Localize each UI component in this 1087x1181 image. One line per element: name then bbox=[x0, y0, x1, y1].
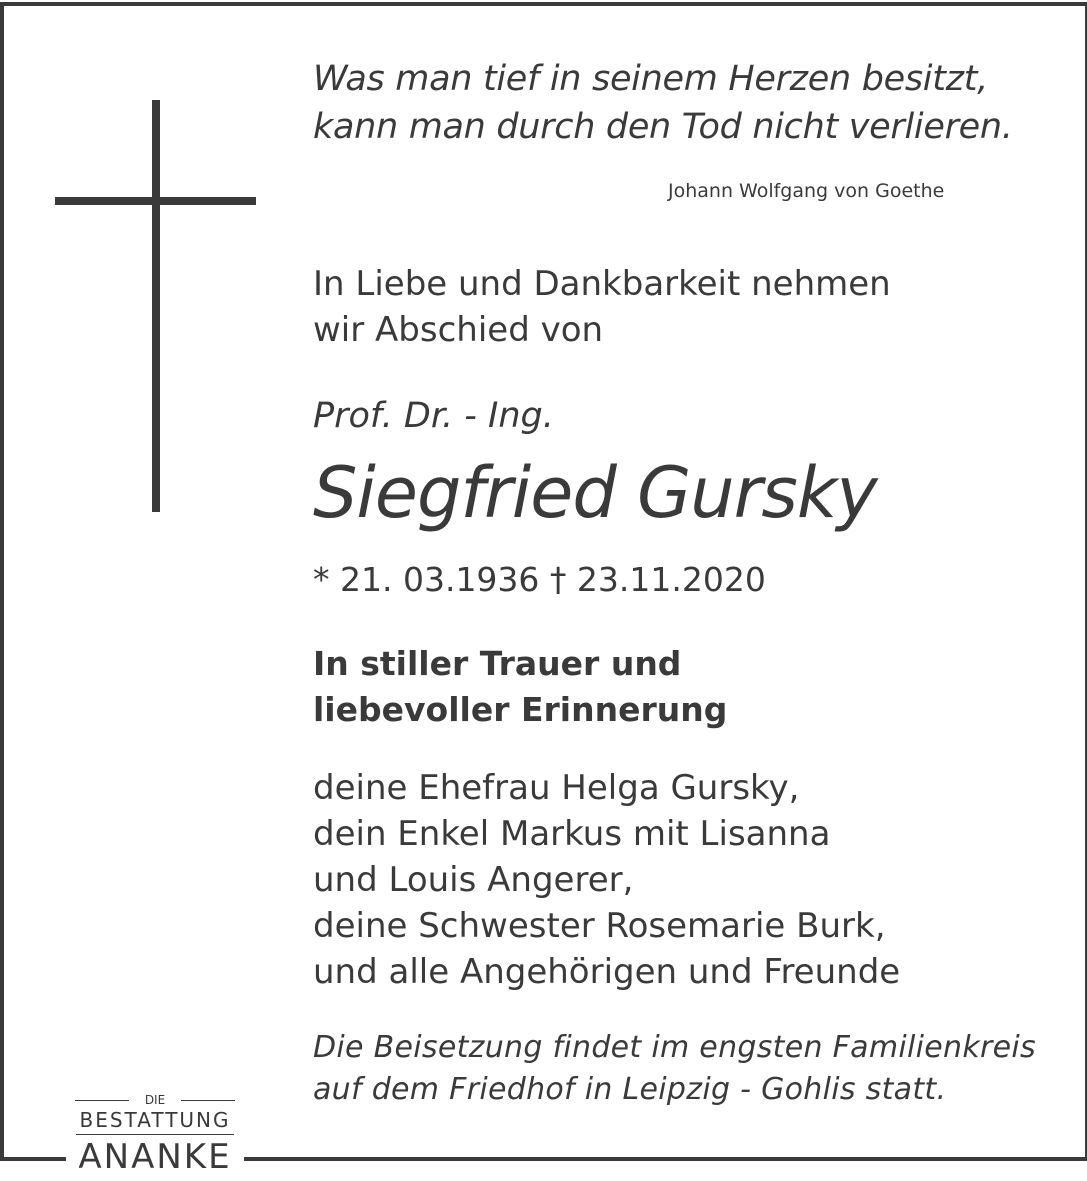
life-dates: * 21. 03.1936 † 23.11.2020 bbox=[313, 560, 766, 599]
mourners-list bbox=[313, 765, 900, 995]
mourner-line: deine Ehefrau Helga Gursky, bbox=[313, 768, 800, 808]
deceased-name: Siegfried Gursky bbox=[313, 452, 877, 534]
mourner-line: und alle Angehörigen und Freunde bbox=[313, 952, 901, 992]
intro-text bbox=[313, 261, 891, 353]
intro-line: wir Abschied von bbox=[313, 310, 604, 350]
quote-line: kann man durch den Tod nicht verlieren. bbox=[313, 107, 1013, 147]
cross-vertical-bar bbox=[152, 100, 160, 512]
logo-divider bbox=[76, 1134, 234, 1135]
logo-middle-text: BESTATTUNG bbox=[79, 1108, 231, 1132]
academic-titles: Prof. Dr. - Ing. bbox=[313, 396, 554, 436]
funeral-line: Die Beisetzung findet im engsten Familienkreis bbox=[313, 1030, 1036, 1065]
logo-large-text: ANANKE bbox=[78, 1137, 232, 1177]
mourner-line: und Louis Angerer, bbox=[313, 860, 634, 900]
mourner-line: deine Schwester Rosemarie Burk, bbox=[313, 906, 886, 946]
frame-bottom-left bbox=[0, 1157, 66, 1161]
goethe-quote bbox=[313, 55, 1013, 151]
intro-line: In Liebe und Dankbarkeit nehmen bbox=[313, 264, 891, 304]
frame-bottom-right bbox=[244, 1157, 1087, 1161]
mourner-line: dein Enkel Markus mit Lisanna bbox=[313, 814, 831, 854]
funeral-note bbox=[313, 1027, 1036, 1111]
grief-line: liebevoller Erinnerung bbox=[313, 690, 728, 729]
logo-small-text: DIE bbox=[66, 1093, 244, 1107]
quote-author: Johann Wolfgang von Goethe bbox=[668, 180, 945, 202]
grief-line: In stiller Trauer und bbox=[313, 644, 682, 683]
quote-line: Was man tief in seinem Herzen besitzt, bbox=[313, 59, 988, 99]
cross-horizontal-bar bbox=[55, 197, 256, 205]
grief-heading bbox=[313, 641, 727, 733]
funeral-line: auf dem Friedhof in Leipzig - Gohlis statt. bbox=[313, 1072, 947, 1107]
funeral-home-logo bbox=[66, 1093, 244, 1181]
